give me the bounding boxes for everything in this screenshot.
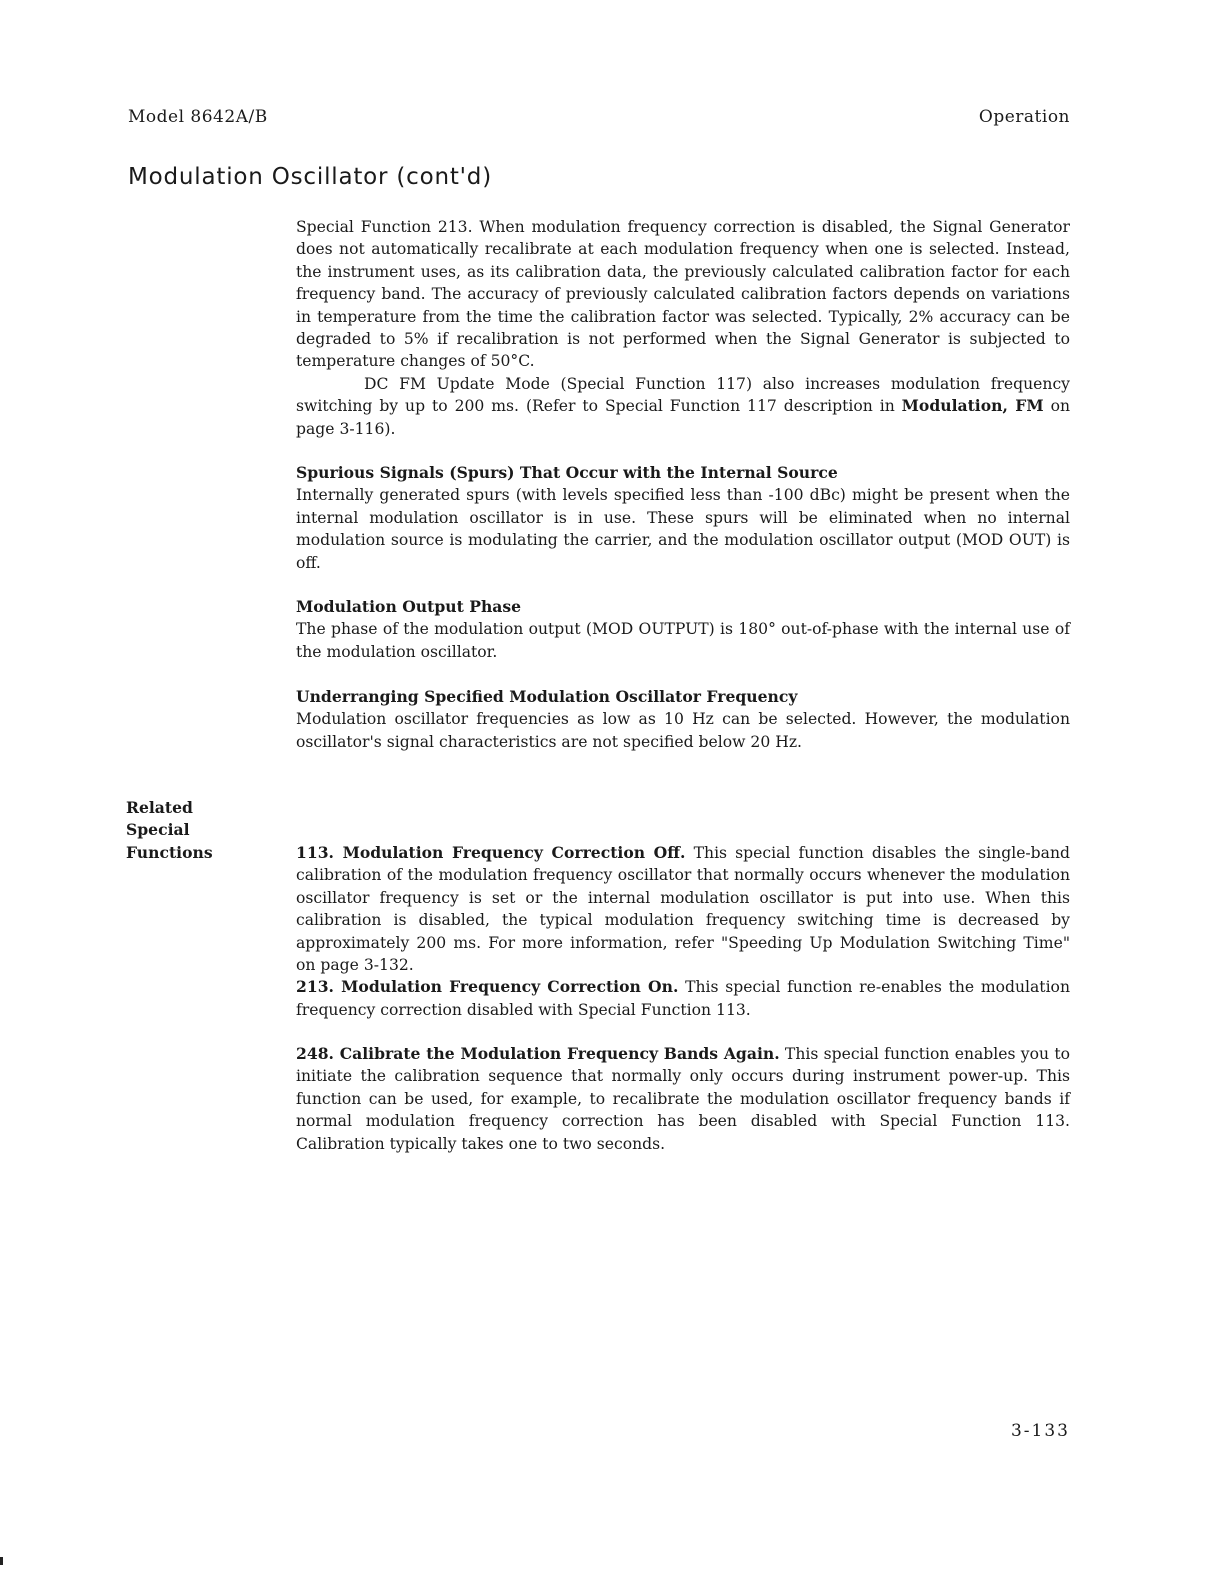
sf248-paragraph (296, 1043, 1070, 1155)
scan-edge-mark (0, 1557, 3, 1565)
header-section: Operation (978, 107, 1070, 127)
related-label-line-3: Functions (126, 842, 213, 862)
sf113-text: This special function disables the single-band calibration of the modulation frequency oscillator that normally occurs whenever the modulation oscillator frequency is set or the internal modulation oscillator is put into use. When this calibration is disabled, the typical modulation frequency switching time is decreased by approximately 200 ms. For more information, refer "Speeding Up Modulation Switching Time" on page 3-132. (296, 844, 1070, 975)
sf213-title: 213. Modulation Frequency Correction On. (296, 977, 679, 997)
special-functions-113-213 (296, 842, 1070, 1021)
spurs-block (296, 462, 1070, 574)
related-label-line-1: Related (126, 798, 193, 817)
page-number: 3-133 (1010, 1421, 1070, 1441)
sf113-title: 113. Modulation Frequency Correction Off. (296, 843, 686, 862)
sf248-text: This special function enables you to initiate the calibration sequence that normally only occurs during instrument power-up. This function can be used, for example, to recalibrate the modulation oscillator frequency bands if normal modulation frequency correction has been disabled with Special Function 113. Calibration typically takes one to two seconds. (296, 1045, 1070, 1153)
intro-paragraph-2 (296, 373, 1070, 440)
special-function-248 (296, 1043, 1070, 1155)
intro-p2-bold-ref: Modulation, FM (901, 396, 1044, 416)
underranging-text: Modulation oscillator frequencies as low as 10 Hz can be selected. However, the modulation oscillator's signal characteristics are not specified below 20 Hz. (296, 710, 1070, 751)
phase-text: The phase of the modulation output (MOD OUTPUT) is 180° out-of-phase with the internal use of the modulation oscillator. (296, 620, 1070, 661)
intro-p2-text-b: on page 3-116). (296, 397, 1070, 438)
sf213-text: This special function re-enables the modulation frequency correction disabled with Special Function 113. (296, 978, 1070, 1019)
sf248-title: 248. Calibrate the Modulation Frequency Bands Again. (296, 1044, 780, 1063)
section-title: Modulation Oscillator (cont'd) (128, 164, 492, 190)
phase-heading: Modulation Output Phase (296, 597, 522, 616)
underranging-heading: Underranging Specified Modulation Oscillator Frequency (296, 687, 798, 706)
related-special-functions-label (126, 797, 246, 864)
phase-block (296, 596, 1070, 663)
sf113-paragraph (296, 842, 1070, 976)
underranging-block (296, 686, 1070, 753)
sf213-paragraph (296, 976, 1070, 1021)
intro-p2-text-a: DC FM Update Mode (Special Function 117) also increases modulation frequency switching by up to 200 ms. (Refer to Special Function 117 description in (296, 374, 1070, 416)
intro-block (296, 216, 1070, 440)
spurs-text: Internally generated spurs (with levels specified less than -100 dBc) might be present when the internal modulation oscillator is in use. These spurs will be eliminated when no internal modulation source is modulating the carrier, and the modulation oscillator output (MOD OUT) is off. (296, 486, 1070, 572)
intro-paragraph-1: Special Function 213. When modulation frequency correction is disabled, the Signal Generator does not automatically recalibrate at each modulation frequency when one is selected. Instead, the instrument uses, as its calibration data, the previously calculated calibration factor for each frequency band. The accuracy of previously calculated calibration factors depends on variations in temperature from the time the calibration factor was selected. Typically, 2% accuracy can be degraded to 5% if recalibration is not performed when the Signal Generator is subjected to temperature changes of 50°C. (296, 218, 1070, 371)
spurs-heading: Spurious Signals (Spurs) That Occur with the Internal Source (296, 463, 838, 482)
header-model: Model 8642A/B (128, 107, 268, 127)
related-label-line-2: Special (126, 820, 190, 840)
